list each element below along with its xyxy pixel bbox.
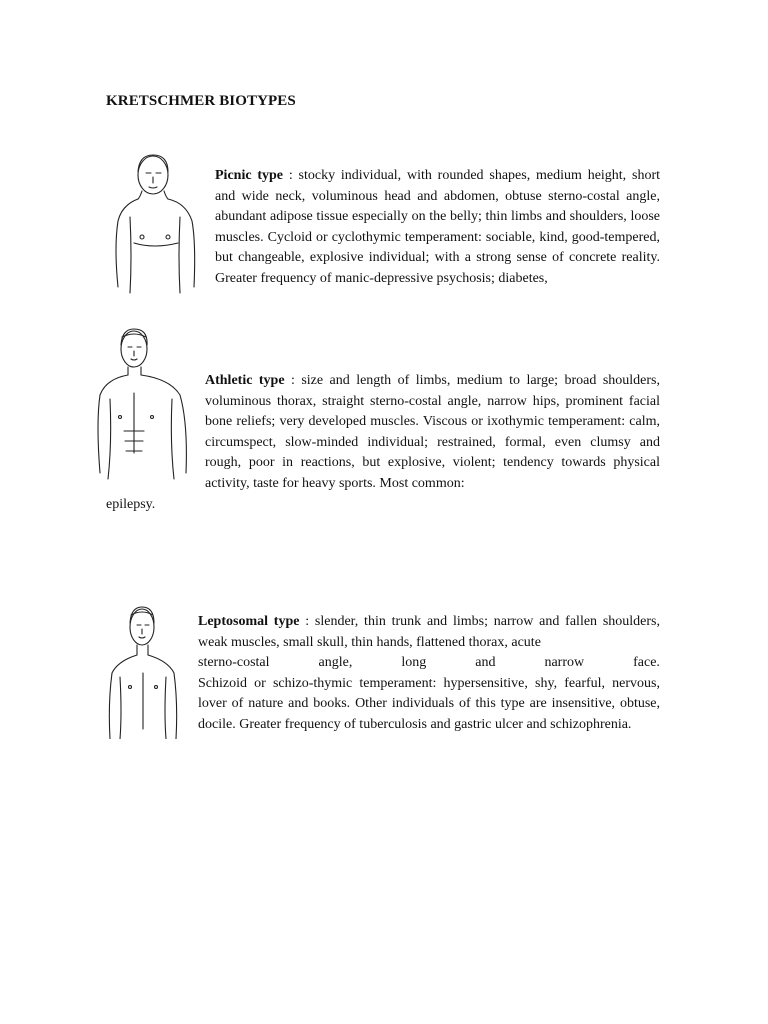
athletic-heading: Athletic type — [205, 373, 285, 388]
picnic-body: : stocky individual, with rounded shapes, medium height, short and wide neck, voluminous head and abdomen, obtuse sterno-costal angle, abundant adipose tissue especially on the belly; thin limbs and shoulders, loose muscles. Cycloid or cyclothymic temperament: sociable, kind, good-tempered, but changeable, explosive individual; with a strong sense of concrete reality. Greater frequency of manic-depressive psychosis; diabetes, — [215, 168, 660, 286]
spread-word: face. — [633, 655, 660, 671]
leptosomal-spread-line — [198, 653, 660, 674]
leptosomal-description — [198, 612, 660, 736]
athletic-body: : size and length of limbs, medium to large; broad shoulders, voluminous thorax, straight sterno-costal angle, narrow hips, prominent facial bone reliefs; very developed muscles. Viscous or ixothymic temperament: calm, circumspect, slow-minded individual; restrained, formal, even clumsy and rough, poor in reactions, but explosive, violent; tendency towards physical activity, taste for heavy sports. Most common: — [205, 373, 660, 491]
spread-word: sterno-costal — [198, 655, 270, 671]
spread-word: angle, — [318, 655, 353, 671]
athletic-description-tail: epilepsy. — [106, 497, 156, 512]
leptosomal-body-rest: Schizoid or schizo-thymic temperament: hypersensitive, shy, fearful, nervous, lover of nature and books. Other individuals of this type are insensitive, obtuse, docile. Greater frequency of tuberculosis and gastric ulcer and schizophrenia. — [198, 675, 660, 732]
picnic-heading: Picnic type — [215, 168, 284, 183]
athletic-body-illustration — [94, 323, 194, 483]
athletic-description — [205, 371, 660, 495]
spread-word: and — [475, 655, 496, 671]
picnic-description — [215, 166, 660, 290]
spread-word: long — [401, 655, 427, 671]
spread-word: narrow — [544, 655, 585, 671]
leptosomal-paragraph-first — [198, 612, 660, 653]
leptosomal-body-illustration — [104, 603, 184, 739]
page-title: KRETSCHMER BIOTYPES — [106, 93, 296, 109]
leptosomal-body-first: : slender, thin trunk and limbs; narrow and fallen shoulders, weak muscles, small skull, thin hands, flattened thorax, acute — [198, 614, 660, 650]
picnic-body-illustration — [108, 147, 204, 295]
leptosomal-heading: Leptosomal type — [198, 614, 300, 629]
